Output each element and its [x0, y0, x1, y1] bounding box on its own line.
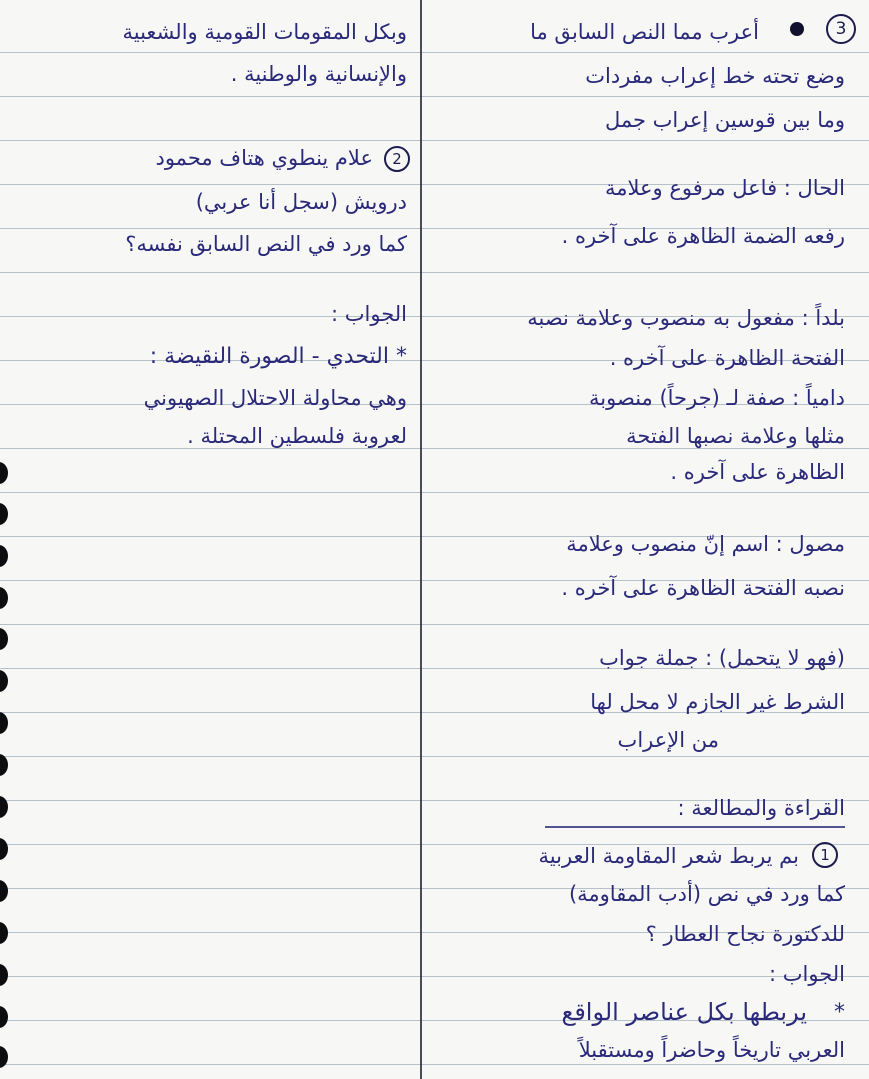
handwritten-line: الظاهرة على آخره . — [670, 460, 845, 484]
handwritten-line: كما ورد في النص السابق نفسه؟ — [125, 232, 407, 256]
handwritten-line: الجواب : — [769, 962, 845, 986]
binder-hole — [0, 922, 8, 944]
handwritten-line: للدكتورة نجاح العطار ؟ — [645, 922, 845, 946]
binder-hole — [0, 545, 8, 567]
handwritten-line: وبكل المقومات القومية والشعبية — [122, 20, 407, 44]
handwritten-line: دامياً : صفة لـ (جرحاً) منصوبة — [589, 386, 845, 410]
binder-hole — [0, 838, 8, 860]
question-1-number: 1 — [812, 842, 838, 868]
handwritten-line: لعروبة فلسطين المحتلة . — [187, 424, 407, 448]
handwritten-line: وهي محاولة الاحتلال الصهيوني — [143, 386, 407, 410]
handwritten-line: مثلها وعلامة نصبها الفتحة — [626, 424, 845, 448]
binder-hole — [0, 670, 8, 692]
binder-hole — [0, 503, 8, 525]
handwritten-line: الحال : فاعل مرفوع وعلامة — [604, 176, 845, 200]
heading-underline — [545, 826, 845, 828]
binder-hole — [0, 1046, 8, 1068]
question-3-number: 3 — [826, 14, 856, 44]
binder-hole — [0, 880, 8, 902]
binder-hole — [0, 796, 8, 818]
section-heading: القراءة والمطالعة : — [677, 796, 845, 820]
handwritten-line: علام ينطوي هتاف محمود — [155, 146, 373, 170]
handwritten-line: (فهو لا يتحمل) : جملة جواب — [599, 646, 845, 670]
handwritten-line: أعرب مما النص السابق ما — [530, 20, 759, 44]
handwritten-line: العربي تاريخاً وحاضراً ومستقبلاً — [578, 1038, 845, 1062]
handwritten-line: والإنسانية والوطنية . — [230, 62, 407, 86]
handwritten-line: الفتحة الظاهرة على آخره . — [609, 346, 845, 370]
handwritten-line: وضع تحته خط إعراب مفردات — [585, 64, 845, 88]
handwritten-line: وما بين قوسين إعراب جمل — [604, 108, 845, 132]
handwritten-line: * التحدي - الصورة النقيضة : — [149, 344, 407, 369]
handwritten-line: الشرط غير الجازم لا محل لها — [590, 690, 845, 714]
answer-heading: الجواب : — [331, 302, 407, 326]
binder-hole — [0, 587, 8, 609]
handwritten-line: درويش (سجل أنا عربي) — [195, 190, 407, 214]
ink-blot-icon — [790, 22, 804, 36]
question-2-number: 2 — [384, 146, 410, 172]
binder-hole — [0, 628, 8, 650]
handwritten-line: من الإعراب — [617, 728, 719, 752]
binder-hole — [0, 712, 8, 734]
binder-hole — [0, 462, 8, 484]
handwritten-line: بلداً : مفعول به منصوب وعلامة نصبه — [527, 306, 845, 330]
handwritten-line: يربطها بكل عناصر الواقع — [561, 998, 807, 1026]
star-bullet: * — [834, 1000, 845, 1025]
column-divider — [420, 0, 422, 1079]
handwritten-line: مصول : اسم إنّ منصوب وعلامة — [566, 532, 845, 556]
binder-hole — [0, 754, 8, 776]
handwritten-line: بم يربط شعر المقاومة العربية — [538, 844, 799, 868]
handwritten-line: كما ورد في نص (أدب المقاومة) — [568, 882, 845, 906]
binder-hole — [0, 1006, 8, 1028]
handwritten-line: نصبه الفتحة الظاهرة على آخره . — [561, 576, 845, 600]
binder-holes — [0, 0, 30, 1079]
binder-hole — [0, 964, 8, 986]
handwritten-line: رفعه الضمة الظاهرة على آخره . — [561, 224, 845, 248]
